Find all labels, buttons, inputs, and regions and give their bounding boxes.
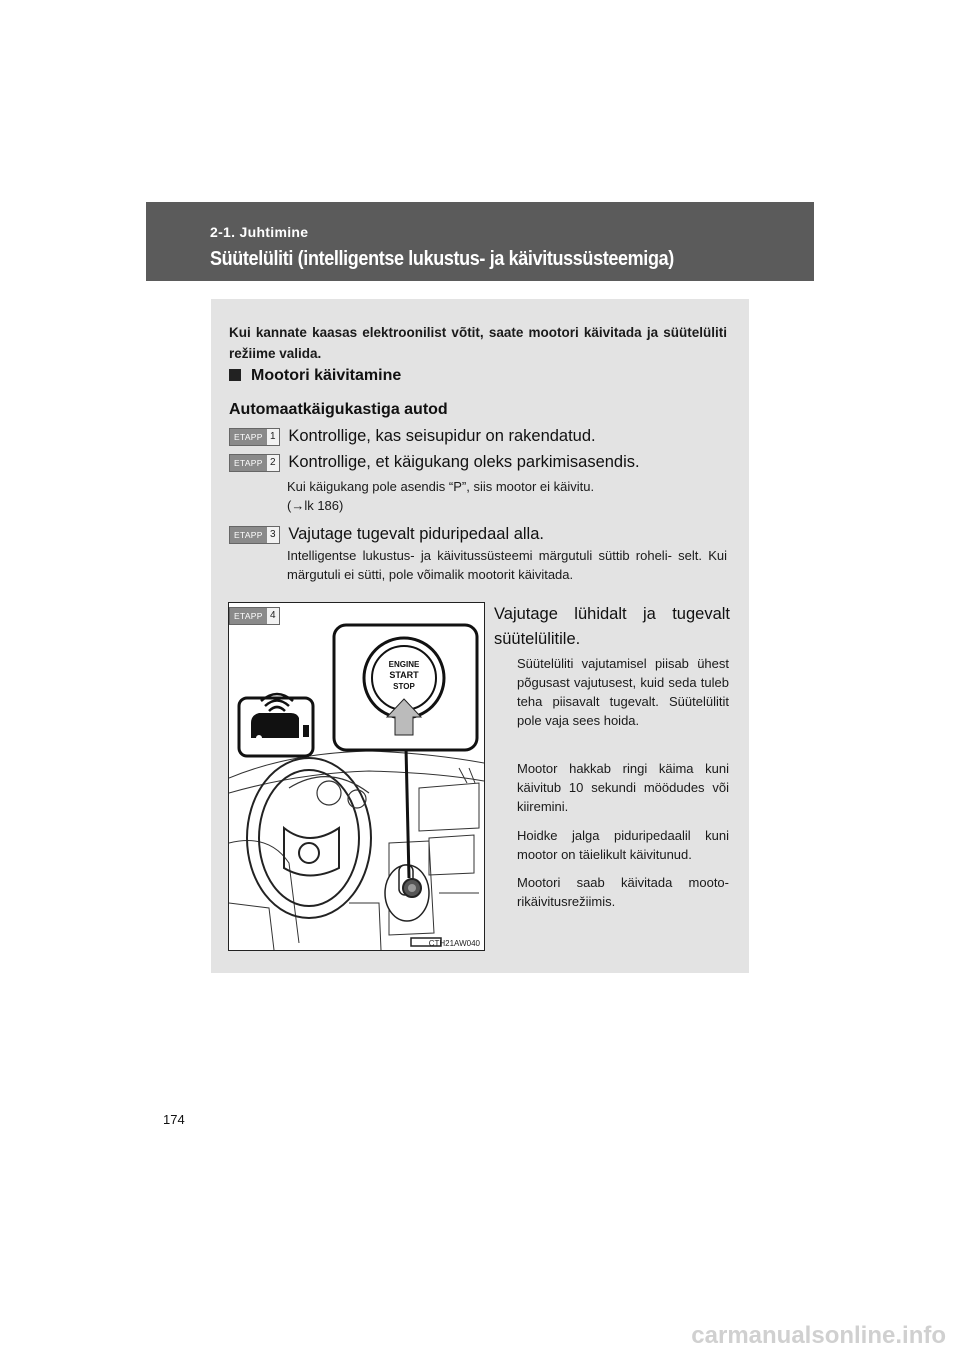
dashboard-illustration [229, 603, 484, 950]
step-3 [229, 525, 544, 544]
step-2-reference: (→lk 186) [287, 498, 344, 513]
step-1-text: Kontrollige, kas seisupidur on rakendatud. [288, 427, 596, 445]
page-title: Süütelüliti (intelligentse lukustus- ja käivitussüsteemiga) [210, 248, 674, 270]
button-label-start: START [389, 670, 419, 680]
step-2-text: Kontrollige, et käigukang oleks parkimisasendis. [288, 453, 640, 471]
step-3-note: Intelligentse lukustus- ja käivitussüsteemi märgutuli süttib roheli- selt. Kui märgutuli ei sütti, pole võimalik mootorit käivitada. [287, 548, 727, 582]
smart-key-icon [239, 694, 313, 756]
step-4-note-4: Mootori saab käivitada mooto- rikäivitusrežiimis. [517, 875, 729, 909]
step-4-text: Vajutage lühidalt ja tugevalt süütelülitile. [494, 605, 730, 648]
square-bullet-icon [229, 369, 241, 381]
step-badge: ETAPP 3 [229, 526, 280, 544]
step-3-text: Vajutage tugevalt piduripedaal alla. [288, 525, 544, 543]
figure-code: CTH21AW040 [428, 939, 480, 948]
button-label-engine: ENGINE [388, 660, 420, 669]
engine-start-button-icon [334, 625, 477, 750]
button-label-stop: STOP [393, 682, 415, 691]
step-4-note-1: Süütelüliti vajutamisel piisab ühest põgusast vajutusest, kuid seda tuleb teha piisavalt tugevalt. Süütelülitit pole vaja sees hoida. [517, 656, 729, 728]
figure-engine-start [228, 602, 485, 951]
step-badge: ETAPP 2 [229, 454, 280, 472]
page-number: 174 [163, 1112, 185, 1127]
watermark: carmanualsonline.info [691, 1322, 946, 1349]
subheading-automatic: Automaatkäigukastiga autod [229, 401, 448, 418]
subheading-start-engine: Mootori käivitamine [229, 367, 401, 385]
step-1 [229, 427, 596, 446]
steering-wheel [247, 758, 371, 918]
step-2-note: Kui käigukang pole asendis “P”, siis mootor ei käivitu. [287, 479, 595, 494]
step-badge: ETAPP 4 [229, 607, 280, 625]
intro-text: Kui kannate kaasas elektroonilist võtit, saate mootori käivitada ja süütelüliti režiime valida. [229, 325, 727, 361]
step-4-note-2: Mootor hakkab ringi käima kuni käivitub 10 sekundi möödudes või kiiremini. [517, 761, 729, 814]
step-4-note-3: Hoidke jalga piduripedaalil kuni mootor on täielikult käivitunud. [517, 828, 729, 862]
page-header [146, 202, 814, 281]
section-label: 2-1. Juhtimine [210, 224, 309, 240]
step-2 [229, 453, 640, 472]
step-badge: ETAPP 1 [229, 428, 280, 446]
content-panel [211, 299, 749, 973]
